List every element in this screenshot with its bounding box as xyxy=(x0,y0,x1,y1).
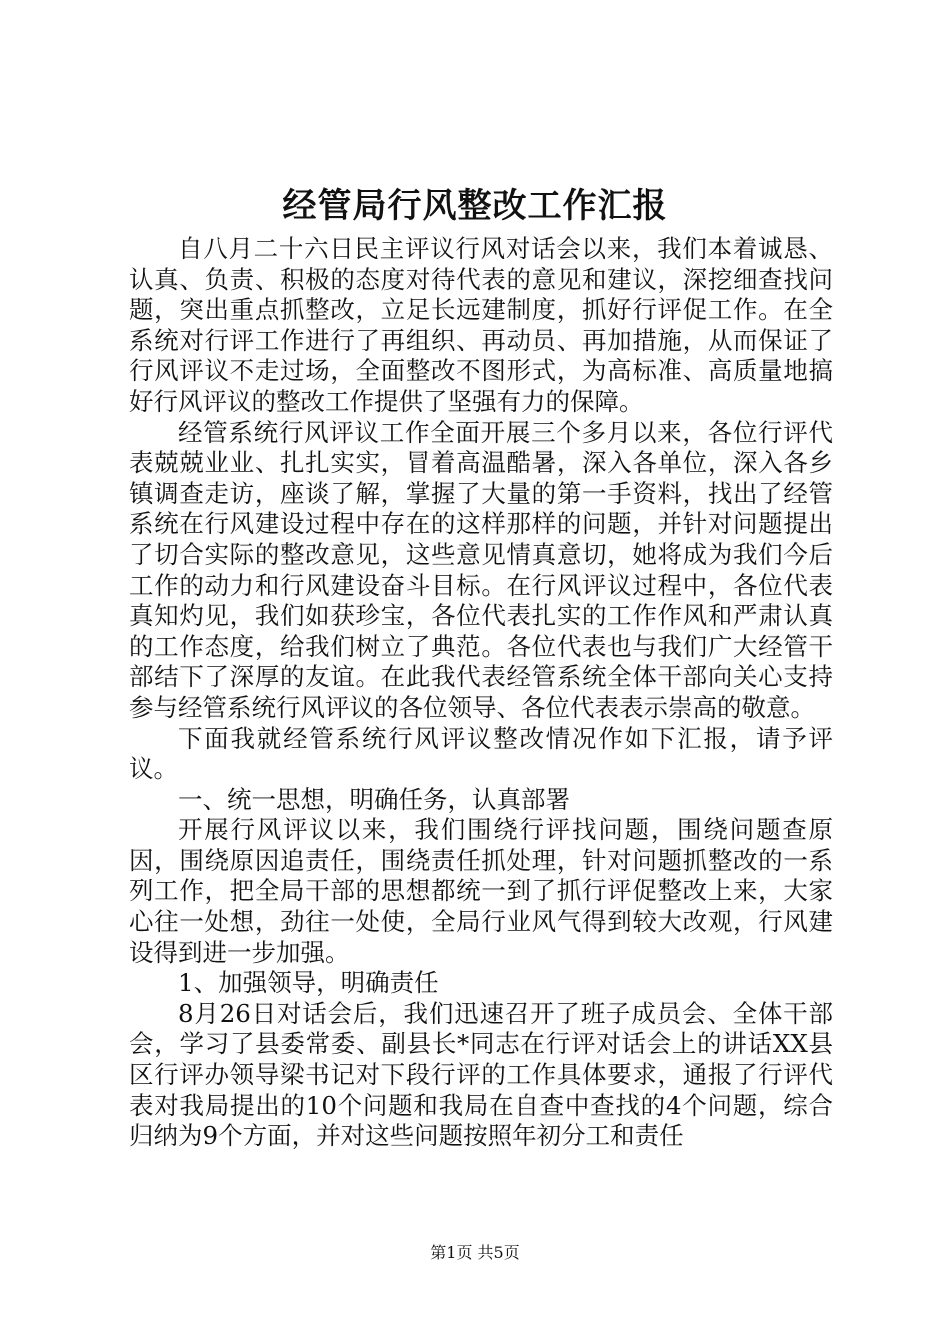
paragraph-report-intro: 下面我就经管系统行风评议整改情况作如下汇报，请予评议。 xyxy=(129,723,833,784)
page-footer: 第1页 共5页 xyxy=(430,1243,520,1262)
paragraph-review-summary: 经管系统行风评议工作全面开展三个多月以来，各位行评代表兢兢业业、扎扎实实，冒着高温酷暑，深入各单位，深入各乡镇调查走访，座谈了解，掌握了大量的第一手资料，找出了经管系统在行风建设过程中存在的这样那样的问题，并针对问题提出了切合实际的整改意见，这些意见情真意切，她将成为我们今后工作的动力和行风建设奋斗目标。在行风评议过程中，各位代表真知灼见，我们如获珍宝，各位代表扎实的工作作风和严肃认真的工作态度，给我们树立了典范。各位代表也与我们广大经管干部结下了深厚的友谊。在此我代表经管系统全体干部向关心支持参与经管系统行风评议的各位领导、各位代表表示崇高的敬意。 xyxy=(129,417,833,722)
subsection-heading-1-1: 1、加强领导，明确责任 xyxy=(178,968,439,998)
document-title: 经管局行风整改工作汇报 xyxy=(282,186,668,226)
paragraph-intro: 自八月二十六日民主评议行风对话会以来，我们本着诚恳、认真、负责、积极的态度对待代表的意见和建议，深挖细查找问题，突出重点抓整改，立足长远建制度，抓好行评促工作。在全系统对行评工作进行了再组织、再动员、再加措施，从而保证了行风评议不走过场，全面整改不图形式，为高标准、高质量地搞好行风评议的整改工作提供了坚强有力的保障。 xyxy=(129,234,833,416)
document-body xyxy=(129,234,833,1152)
paragraph-subsection-1-1: 8月26日对话会后，我们迅速召开了班子成员会、全体干部会，学习了县委常委、副县长*同志在行评对话会上的讲话XX县区行评办领导梁书记对下段行评的工作具体要求，通报了行评代表对我局提出的10个问题和我局在自查中查找的4个问题，综合归纳为9个方面，并对这些问题按照年初分工和责任 xyxy=(129,998,833,1151)
paragraph-section-1: 开展行风评议以来，我们围绕行评找问题，围绕问题查原因，围绕原因追责任，围绕责任抓处理，针对问题抓整改的一系列工作，把全局干部的思想都统一到了抓行评促整改上来，大家心往一处想，劲往一处使，全局行业风气得到较大改观，行风建设得到进一步加强。 xyxy=(129,815,833,967)
section-heading-1: 一、统一思想，明确任务，认真部署 xyxy=(178,784,570,814)
